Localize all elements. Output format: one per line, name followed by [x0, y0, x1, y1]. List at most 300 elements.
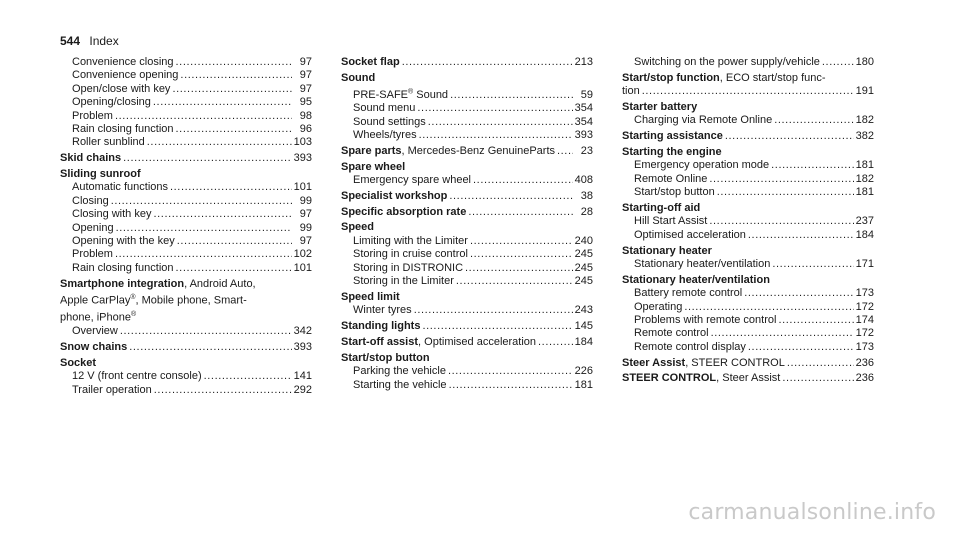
index-entry [341, 352, 593, 365]
index-term-text: Remote control [634, 327, 709, 340]
index-term [622, 85, 640, 98]
index-term [72, 110, 113, 123]
page-ref: 23 [580, 144, 593, 157]
page-ref: 98 [299, 109, 312, 122]
index-row [622, 173, 874, 186]
index-term [353, 174, 471, 187]
index-entry [341, 145, 593, 158]
index-term-text: Trailer operation [72, 383, 152, 396]
index-subentry [341, 365, 593, 378]
leader-dots [456, 275, 573, 288]
leader-dots [748, 341, 854, 354]
index-row [341, 129, 593, 142]
page-ref: 243 [574, 304, 593, 317]
page-ref: 99 [299, 221, 312, 234]
index-term-text: Starting the vehicle [353, 378, 447, 391]
index-row [622, 186, 874, 199]
index-term-bold: Spare parts [341, 144, 402, 157]
index-term-text: Socket [60, 356, 97, 369]
index-term-text: Start/stop button [634, 186, 715, 199]
index-term [72, 248, 113, 261]
index-subentry [341, 304, 593, 317]
leader-dots [748, 229, 854, 242]
index-column-3 [622, 56, 874, 386]
index-term-text: Parking the vehicle [353, 365, 446, 378]
index-term [634, 301, 682, 314]
index-entry [622, 245, 874, 258]
index-entry [341, 336, 593, 349]
index-row [341, 190, 593, 203]
index-row [622, 101, 874, 114]
index-subentry [622, 215, 874, 228]
index-row [60, 123, 312, 136]
page-ref: 172 [855, 300, 874, 313]
index-entry [622, 372, 874, 385]
index-row [60, 222, 312, 235]
index-term [622, 245, 712, 258]
index-term-text: Hill Start Assist [634, 215, 708, 228]
index-term-text: Stationary heater/ventilation [634, 258, 771, 271]
page-ref: 182 [855, 172, 874, 185]
index-subentry [341, 262, 593, 275]
index-row [622, 287, 874, 300]
leader-dots [449, 190, 573, 203]
index-subentry [622, 301, 874, 314]
index-term-text: Wheels/tyres [353, 129, 417, 142]
page-ref: 245 [574, 275, 593, 288]
page-ref: 245 [574, 248, 593, 261]
index-term [72, 262, 174, 275]
index-term-text: Winter tyres [353, 304, 412, 317]
leader-dots [771, 159, 854, 172]
index-term-text: Rain closing function [72, 261, 174, 274]
leader-dots [115, 248, 292, 261]
index-term [353, 116, 426, 129]
index-term [60, 341, 127, 354]
index-term-text: Automatic functions [72, 181, 168, 194]
page-ref: 181 [574, 378, 593, 391]
leader-dots [465, 262, 573, 275]
index-subentry [622, 159, 874, 172]
index-entry-text [60, 278, 312, 291]
leader-dots [822, 56, 854, 69]
index-row [622, 114, 874, 127]
index-subentry [341, 102, 593, 115]
index-term-text: Convenience closing [72, 56, 174, 68]
index-row [341, 72, 593, 85]
index-term-text: Opening [72, 221, 114, 234]
index-term [341, 161, 405, 174]
index-term-text: Opening/closing [72, 96, 151, 109]
index-term: Smartphone integration [60, 277, 185, 290]
leader-dots [470, 248, 573, 261]
page-ref: 213 [574, 56, 593, 68]
leader-dots [154, 384, 292, 397]
index-term [622, 357, 785, 370]
index-entry [622, 101, 874, 114]
index-subentry [622, 229, 874, 242]
index-row [60, 384, 312, 397]
index-entry [341, 320, 593, 333]
page-ref: 236 [855, 356, 874, 369]
page-ref: 97 [299, 235, 312, 248]
leader-dots [153, 96, 292, 109]
index-term-text: Rain closing function [72, 123, 174, 136]
index-subentry [60, 208, 312, 221]
index-row [622, 202, 874, 215]
index-subentry [622, 186, 874, 199]
page-ref: 97 [299, 69, 312, 82]
index-entry [60, 278, 312, 326]
index-row [60, 96, 312, 109]
index-row [341, 304, 593, 317]
index-row [60, 325, 312, 338]
index-term-text: Problem [72, 109, 113, 122]
index-subentry [60, 110, 312, 123]
index-term [341, 72, 375, 85]
index-subentry [341, 129, 593, 142]
page-ref: 226 [574, 365, 593, 378]
index-row [341, 206, 593, 219]
index-term-text: PRE-SAFE® Sound [353, 88, 449, 101]
index-row [341, 336, 593, 349]
index-entry [622, 357, 874, 370]
page-number: 544 [60, 34, 81, 48]
leader-dots [177, 235, 292, 248]
index-term [634, 173, 707, 186]
index-term [72, 96, 151, 109]
index-entry [622, 202, 874, 215]
leader-dots [176, 123, 292, 136]
index-entry [341, 206, 593, 219]
index-subentry [60, 181, 312, 194]
index-term-text: Starting the engine [622, 146, 722, 158]
index-row [60, 195, 312, 208]
page-ref: 101 [293, 181, 312, 194]
page-ref: 97 [299, 56, 312, 68]
index-term-text: Speed limit [341, 290, 400, 303]
index-term [72, 56, 174, 69]
index-subentry [341, 85, 593, 102]
page-ref: 96 [299, 123, 312, 136]
index-term-text: Starter battery [622, 101, 698, 113]
index-term-text: Charging via Remote Online [634, 114, 773, 127]
index-term [353, 129, 417, 142]
index-subentry [622, 173, 874, 186]
index-row [341, 102, 593, 115]
index-term-detail: , STEER CONTROL [685, 356, 785, 369]
index-row [622, 341, 874, 354]
leader-dots [782, 372, 853, 385]
index-term-text: 12 V (front centre console) [72, 370, 202, 383]
index-row [622, 327, 874, 340]
page-ref: 101 [293, 261, 312, 274]
index-term-text: Sliding sunroof [60, 168, 141, 181]
index-row [341, 320, 593, 333]
index-entry [622, 72, 874, 85]
index-term-text: Spare wheel [341, 160, 406, 173]
index-term [72, 195, 109, 208]
index-entry [622, 274, 874, 287]
index-row [622, 215, 874, 228]
index-row [60, 69, 312, 82]
index-subentry [341, 379, 593, 392]
index-term-text: Remote control display [634, 340, 746, 353]
index-term-detail: Apple CarPlay®, Mobile phone, Smart- [60, 294, 247, 307]
leader-dots [772, 258, 853, 271]
index-row [341, 85, 593, 102]
index-term-detail: , ECO start/stop func- [719, 71, 826, 84]
index-term-detail: phone, iPhone® [60, 311, 137, 324]
index-row [60, 181, 312, 194]
index-row [341, 365, 593, 378]
index-row [60, 357, 312, 370]
index-term [341, 190, 447, 203]
index-term [634, 258, 770, 271]
index-term-text: Remote Online [634, 172, 708, 185]
index-term [634, 229, 746, 242]
page-ref: 342 [293, 325, 312, 338]
index-term-detail: , Steer Assist [716, 372, 781, 385]
page-header [60, 34, 119, 48]
index-row [622, 56, 874, 69]
index-term-detail: , Android Auto, [184, 277, 256, 290]
index-term-text: Sound menu [353, 102, 416, 115]
index-term [634, 341, 746, 354]
page-ref: 97 [299, 82, 312, 95]
index-term-text: Starting assistance [622, 130, 723, 143]
index-term-text: Socket flap [341, 56, 400, 68]
page-ref: 97 [299, 208, 312, 221]
leader-dots [176, 56, 292, 69]
index-subentry [341, 174, 593, 187]
index-term-text: Snow chains [60, 341, 128, 353]
index-entry [60, 341, 312, 354]
index-row [60, 262, 312, 275]
leader-dots [419, 129, 573, 142]
index-row [341, 352, 593, 365]
page-ref: 102 [293, 248, 312, 261]
index-row [341, 262, 593, 275]
index-subentry [622, 287, 874, 300]
leader-dots [176, 262, 292, 275]
index-term [72, 136, 145, 149]
index-term [353, 85, 448, 102]
index-term [72, 123, 174, 136]
index-row [341, 161, 593, 174]
leader-dots [414, 304, 573, 317]
index-term-bold: Start-off assist [341, 335, 419, 348]
index-term-text: Storing in DISTRONIC [353, 261, 464, 274]
page-ref: 191 [855, 85, 874, 98]
page-ref: 99 [299, 194, 312, 207]
leader-dots [204, 370, 292, 383]
page-ref: 181 [855, 186, 874, 199]
index-entry-text [622, 72, 874, 85]
index-subentry [60, 56, 312, 69]
index-term [634, 287, 742, 300]
index-term-text: Overview [72, 325, 118, 338]
page-ref: 354 [574, 102, 593, 115]
index-term-text: Start/stop button [341, 351, 430, 364]
leader-dots [147, 136, 292, 149]
index-term-text: Convenience opening [72, 69, 179, 82]
index-term [634, 186, 715, 199]
index-subentry [60, 96, 312, 109]
index-term [353, 275, 454, 288]
page-ref: 180 [855, 56, 874, 68]
index-term-text: Operating [634, 300, 683, 313]
index-row [622, 357, 874, 370]
index-row [341, 291, 593, 304]
leader-dots [744, 287, 853, 300]
page-ref: 172 [855, 327, 874, 340]
index-row [60, 370, 312, 383]
index-row [60, 235, 312, 248]
index-term [634, 314, 776, 327]
index-subentry [341, 248, 593, 261]
index-entry [341, 56, 593, 69]
index-subentry [622, 114, 874, 127]
index-term-text: Switching on the power supply/vehicle [634, 56, 820, 68]
index-row [622, 85, 874, 98]
index-term [622, 274, 770, 287]
page-ref: 103 [293, 136, 312, 149]
leader-dots [717, 186, 854, 199]
leader-dots [709, 173, 853, 186]
index-term [622, 372, 780, 385]
index-row [341, 56, 593, 69]
index-row [60, 136, 312, 149]
page-ref: 173 [855, 340, 874, 353]
index-subentry [341, 275, 593, 288]
leader-dots [123, 152, 292, 165]
index-row [60, 168, 312, 181]
index-term-text: Limiting with the Limiter [353, 234, 468, 247]
index-subentry [60, 235, 312, 248]
index-term-bold: Steer Assist [622, 356, 686, 369]
index-term [72, 208, 151, 221]
leader-dots [709, 215, 853, 228]
index-term-text: Stationary heater [622, 244, 712, 257]
index-term-bold: STEER CONTROL [622, 372, 717, 385]
page-ref: 141 [293, 370, 312, 383]
leader-dots [557, 145, 573, 158]
page-ref: 393 [293, 341, 312, 353]
index-term [634, 159, 769, 172]
leader-dots [725, 130, 854, 143]
index-subentry [622, 314, 874, 327]
index-term-text: Sound settings [353, 115, 426, 128]
leader-dots [774, 114, 853, 127]
index-entry [341, 291, 593, 304]
leader-dots [448, 365, 573, 378]
index-row [341, 145, 593, 158]
index-subentry [622, 341, 874, 354]
index-row [622, 372, 874, 385]
page-ref: 382 [855, 130, 874, 143]
index-term [72, 384, 152, 397]
leader-dots [422, 320, 572, 333]
leader-dots [711, 327, 854, 340]
leader-dots [170, 181, 292, 194]
leader-dots [450, 89, 573, 102]
index-term [353, 379, 447, 392]
index-term [341, 336, 536, 349]
page-ref: 184 [574, 335, 593, 348]
index-term [341, 206, 466, 219]
index-term [341, 56, 400, 69]
index-term-text: Closing [72, 194, 109, 207]
index-term [634, 215, 707, 228]
leader-dots [468, 206, 573, 219]
index-subentry [341, 235, 593, 248]
index-row [60, 152, 312, 165]
index-row [60, 341, 312, 354]
page-ref: 184 [855, 228, 874, 241]
index-row [622, 130, 874, 143]
leader-dots [120, 325, 292, 338]
index-term-text: Speed [341, 221, 375, 234]
index-subentry [60, 83, 312, 96]
leader-dots [642, 85, 854, 98]
page-ref: 171 [855, 258, 874, 271]
index-term [353, 102, 415, 115]
page-ref: 145 [574, 320, 593, 333]
leader-dots [172, 83, 292, 96]
leader-dots [778, 314, 853, 327]
index-term [72, 69, 178, 82]
index-column-1 [60, 56, 312, 397]
index-entry [341, 72, 593, 85]
index-term [60, 152, 121, 165]
page-ref: 236 [855, 372, 874, 385]
index-row [622, 314, 874, 327]
leader-dots [538, 336, 573, 349]
index-term-text: Emergency spare wheel [353, 174, 472, 187]
index-term-text: Battery remote control [634, 287, 743, 300]
page-ref: 393 [574, 129, 593, 142]
index-subentry [341, 116, 593, 129]
section-title: Index [89, 34, 119, 48]
index-entry [622, 146, 874, 159]
index-term-text: Storing in the Limiter [353, 275, 454, 288]
index-term [622, 101, 697, 114]
index-subentry [60, 262, 312, 275]
index-term [341, 291, 400, 304]
page-ref: 237 [855, 215, 874, 228]
index-row [622, 258, 874, 271]
index-row [341, 248, 593, 261]
index-row [60, 110, 312, 123]
index-entry [60, 152, 312, 165]
index-term-text: Stationary heater/ventilation [622, 273, 770, 286]
index-subentry [60, 222, 312, 235]
index-term [60, 168, 141, 181]
index-entry [622, 130, 874, 143]
index-subentry [622, 327, 874, 340]
index-term-text: Open/close with key [72, 82, 171, 95]
index-term-text: Emergency operation mode [634, 159, 770, 172]
index-subentry [60, 248, 312, 261]
index-term [622, 146, 722, 159]
index-term-text: Problem [72, 248, 113, 261]
index-term [72, 222, 114, 235]
index-term-detail: , Mercedes-Benz GenuineParts [401, 144, 555, 157]
index-subentry [622, 56, 874, 69]
page-ref: 174 [855, 314, 874, 327]
index-row [341, 174, 593, 187]
